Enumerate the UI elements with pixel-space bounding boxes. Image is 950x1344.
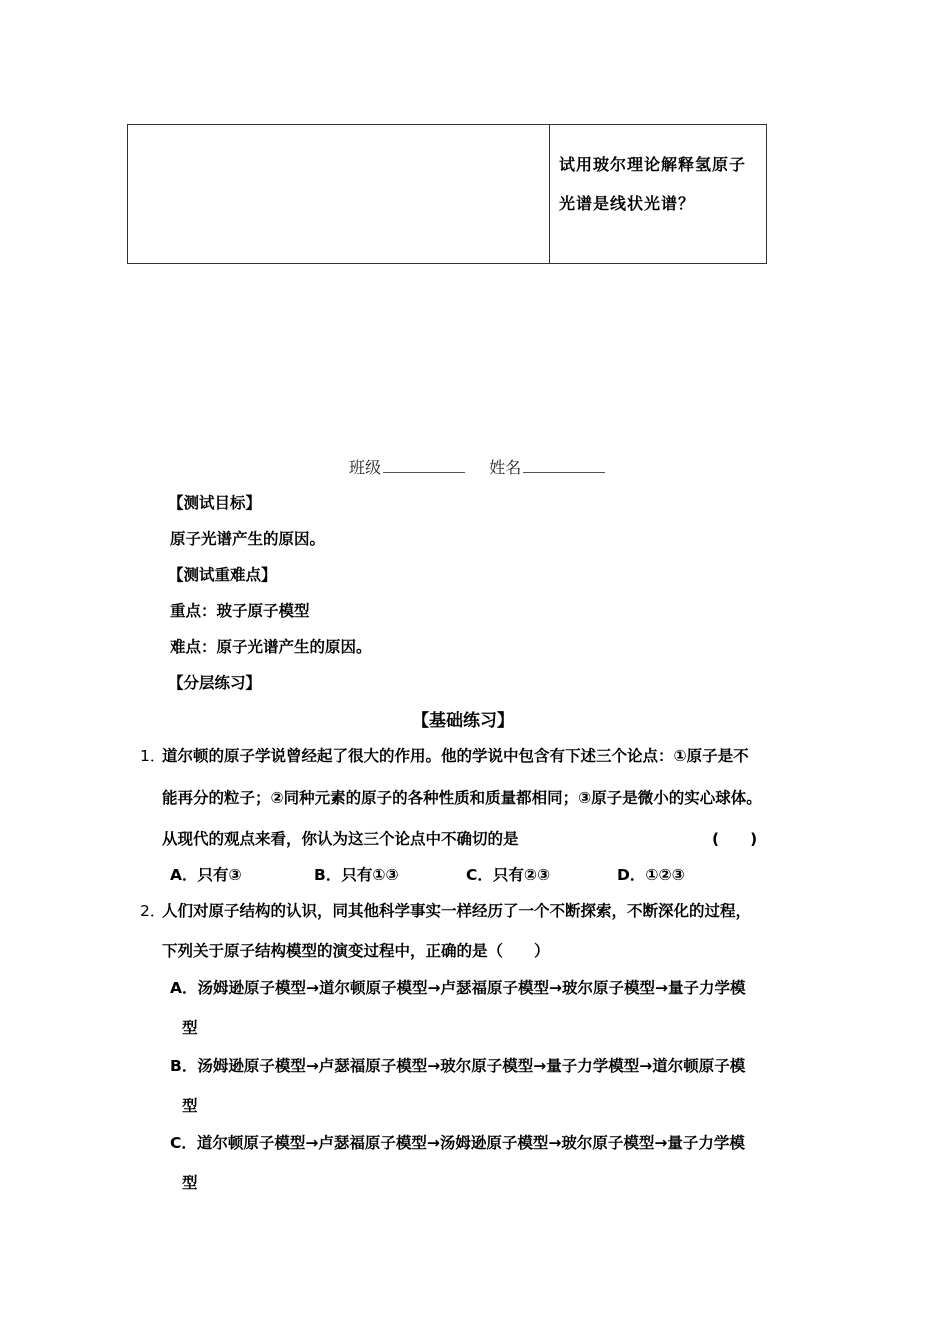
q2-option-c-line2: 型 bbox=[182, 1174, 198, 1192]
goal-text: 原子光谱产生的原因。 bbox=[170, 530, 326, 548]
basic-title: 【基础练习】 bbox=[412, 711, 514, 731]
layer-title: 【分层练习】 bbox=[168, 674, 262, 692]
table-cell-line1: 试用玻尔理论解释氢原子 bbox=[559, 155, 747, 174]
q2-line2: 下列关于原子结构模型的演变过程中，正确的是（ ） bbox=[162, 942, 550, 960]
q2-option-c-line1[interactable]: C．道尔顿原子模型→卢瑟福原子模型→汤姆逊原子模型→玻尔原子模型→量子力学模 bbox=[170, 1134, 745, 1152]
q2-option-a-line2: 型 bbox=[182, 1019, 198, 1037]
name-label: 姓名 bbox=[489, 458, 522, 477]
q1-line1: 道尔顿的原子学说曾经起了很大的作用。他的学说中包含有下述三个论点：①原子是不 bbox=[162, 747, 749, 765]
q2-option-b-line2: 型 bbox=[182, 1097, 198, 1115]
key-title: 【测试重难点】 bbox=[168, 566, 277, 584]
q2-option-a-line1[interactable]: A．汤姆逊原子模型→道尔顿原子模型→卢瑟福原子模型→玻尔原子模型→量子力学模 bbox=[170, 979, 746, 997]
q1-answer-paren[interactable]: ( ) bbox=[712, 830, 758, 848]
key-point: 重点：玻子原子模型 bbox=[170, 602, 310, 620]
q1-line2: 能再分的粒子；②同种元素的原子的各种性质和质量都相同；③原子是微小的实心球体。 bbox=[162, 789, 762, 807]
hard-point: 难点：原子光谱产生的原因。 bbox=[170, 638, 372, 656]
q1-number: 1． bbox=[140, 747, 166, 765]
q1-option-c[interactable]: C．只有②③ bbox=[466, 866, 551, 884]
q2-number: 2． bbox=[140, 902, 166, 920]
q1-option-d[interactable]: D．①②③ bbox=[617, 866, 685, 884]
q1-option-a[interactable]: A．只有③ bbox=[170, 866, 242, 884]
q1-line3: 从现代的观点来看，你认为这三个论点中不确切的是 bbox=[162, 830, 519, 848]
q2-line1: 人们对原子结构的认识，同其他科学事实一样经历了一个不断探索，不断深化的过程， bbox=[162, 902, 752, 920]
q1-option-b[interactable]: B．只有①③ bbox=[314, 866, 399, 884]
name-blank[interactable] bbox=[523, 458, 605, 473]
q2-option-b-line1[interactable]: B．汤姆逊原子模型→卢瑟福原子模型→玻尔原子模型→量子力学模型→道尔顿原子模 bbox=[170, 1057, 746, 1075]
class-blank[interactable] bbox=[383, 458, 465, 473]
table-divider bbox=[549, 124, 550, 264]
class-name-header bbox=[349, 455, 605, 478]
class-label: 班级 bbox=[349, 458, 382, 477]
goal-title: 【测试目标】 bbox=[168, 494, 262, 512]
table-cell-line2: 光谱是线状光谱？ bbox=[559, 194, 696, 213]
